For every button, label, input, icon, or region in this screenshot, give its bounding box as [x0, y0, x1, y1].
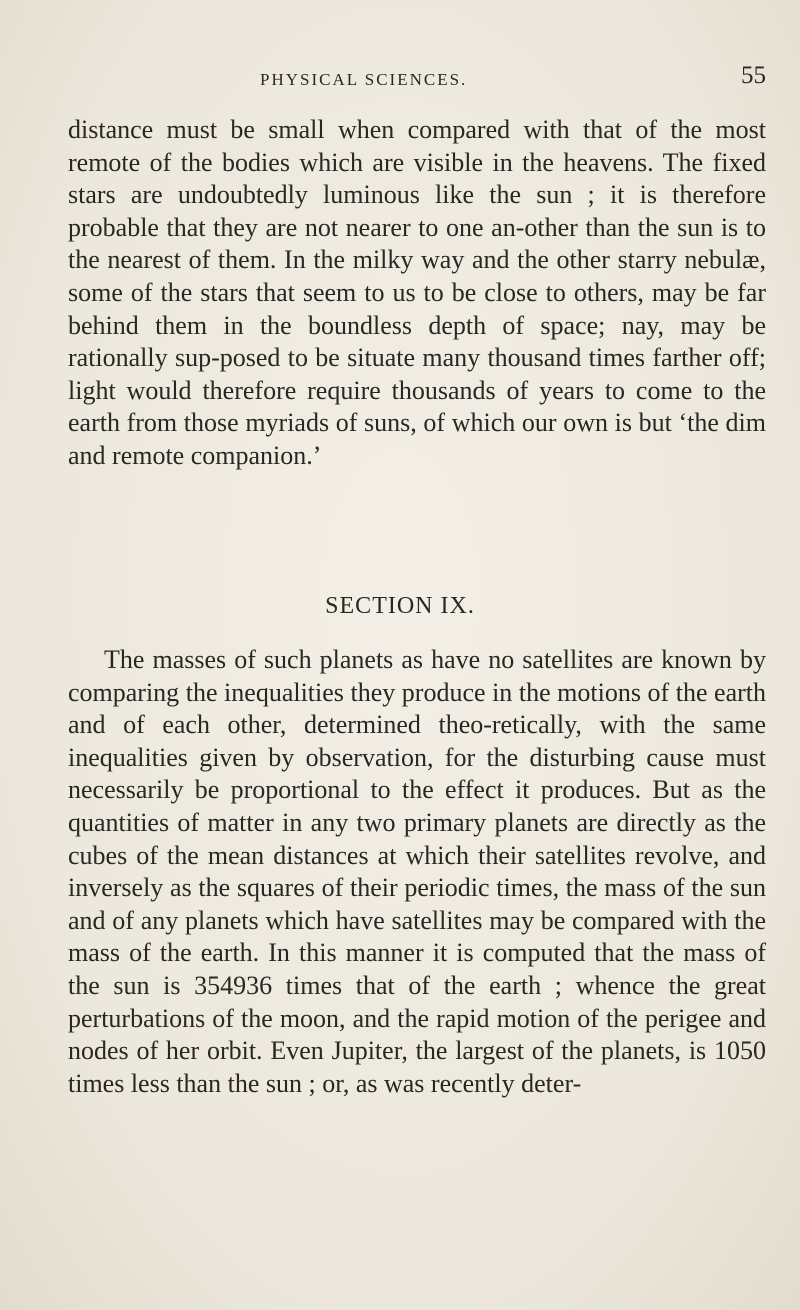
paragraph-section-ix: The masses of such planets as have no satellites are known by comparing the inequalities they produce in the motions of the earth and of each other, determined theo-retically, with the same inequalities given by observation, for the disturbing cause must necessarily be proportional to the effect it produces. But as the quantities of matter in any two primary planets are directly as the cubes of the mean distances at which their satellites revolve, and inversely as the squares of their periodic times, the mass of the sun and of any planets which have satellites may be compared with the mass of the earth. In this manner it is computed that the mass of the sun is 354936 times that of the earth ; whence the great perturbations of the moon, and the rapid motion of the perigee and nodes of her orbit. Even Jupiter, the largest of the planets, is 1050 times less than the sun ; or, as was recently deter-: [68, 645, 766, 1098]
paragraph-continued: distance must be small when compared with that of the most remote of the bodies which are visible in the heavens. The fixed stars are undoubtedly luminous like the sun ; it is therefore probable that they are not nearer to one an-other than the sun is to the nearest of them. In the milky way and the other starry nebulæ, some of the stars that seem to us to be close to others, may be far behind them in the boundless depth of space; nay, may be rationally sup-posed to be situate many thousand times farther off; light would therefore require thousands of years to come to the earth from those myriads of suns, of which our own is but ‘the dim and remote companion.’: [68, 115, 766, 470]
section-heading: SECTION IX.: [325, 593, 475, 619]
running-title: PHYSICAL SCIENCES.: [260, 70, 468, 89]
running-head: [66, 62, 766, 96]
page-number: 55: [741, 62, 766, 89]
